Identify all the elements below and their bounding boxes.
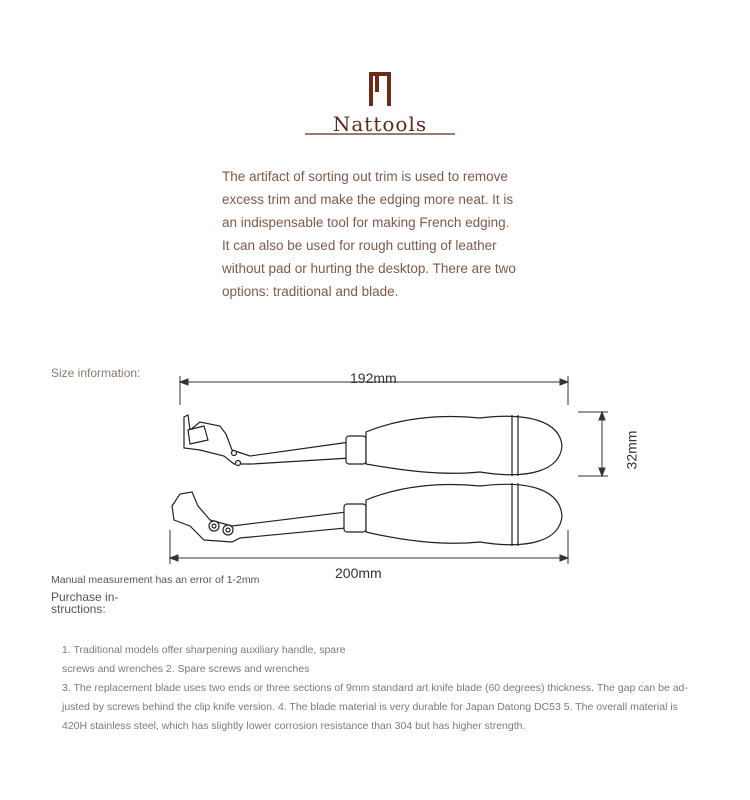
brand-logo [300, 68, 460, 138]
intro-line: options: traditional and blade. [222, 284, 399, 299]
purchase-line: 420H stainless steel, which has slightly lower corrosion resistance than 304 but has higher strength. [62, 720, 526, 732]
intro-line: without pad or hurting the desktop. There are two [222, 261, 516, 276]
brand-name: Nattools [332, 112, 428, 136]
dimension-label-200: 200mm [335, 565, 382, 581]
measurement-note: Manual measurement has an error of 1-2mm [51, 574, 260, 586]
purchase-line: 3. The replacement blade uses two ends or three sections of 9mm standard art knife blade (60 degrees) thickness. The gap can be ad- [62, 682, 688, 694]
purchase-line: justed by screws behind the clip knife version. 4. The blade material is very durable for Japan Datong DC53 5. The overall material is [62, 701, 678, 713]
purchase-line: 1. Traditional models offer sharpening auxiliary handle, spare [62, 644, 346, 656]
intro-line: It can also be used for rough cutting of leather [222, 238, 497, 253]
blade-tool-drawing [172, 483, 562, 546]
dimension-label-32: 32mm [623, 430, 640, 470]
tool-dimension-diagram [160, 360, 620, 570]
intro-line: The artifact of sorting out trim is used to remove [222, 169, 508, 184]
size-information-label: Size information: [51, 366, 141, 380]
intro-line: an indispensable tool for making French edging. [222, 215, 510, 230]
purchase-instructions-body [62, 641, 722, 736]
purchase-line: screws and wrenches 2. Spare screws and wrenches [62, 663, 310, 675]
intro-line: excess trim and make the edging more neat. It is [222, 192, 514, 207]
traditional-tool-drawing [184, 415, 562, 476]
purchase-instructions-title: Purchase in- structions: [51, 590, 119, 616]
intro-text [222, 165, 552, 303]
dimension-label-192: 192mm [350, 370, 397, 386]
dimension-line-32 [578, 412, 608, 476]
